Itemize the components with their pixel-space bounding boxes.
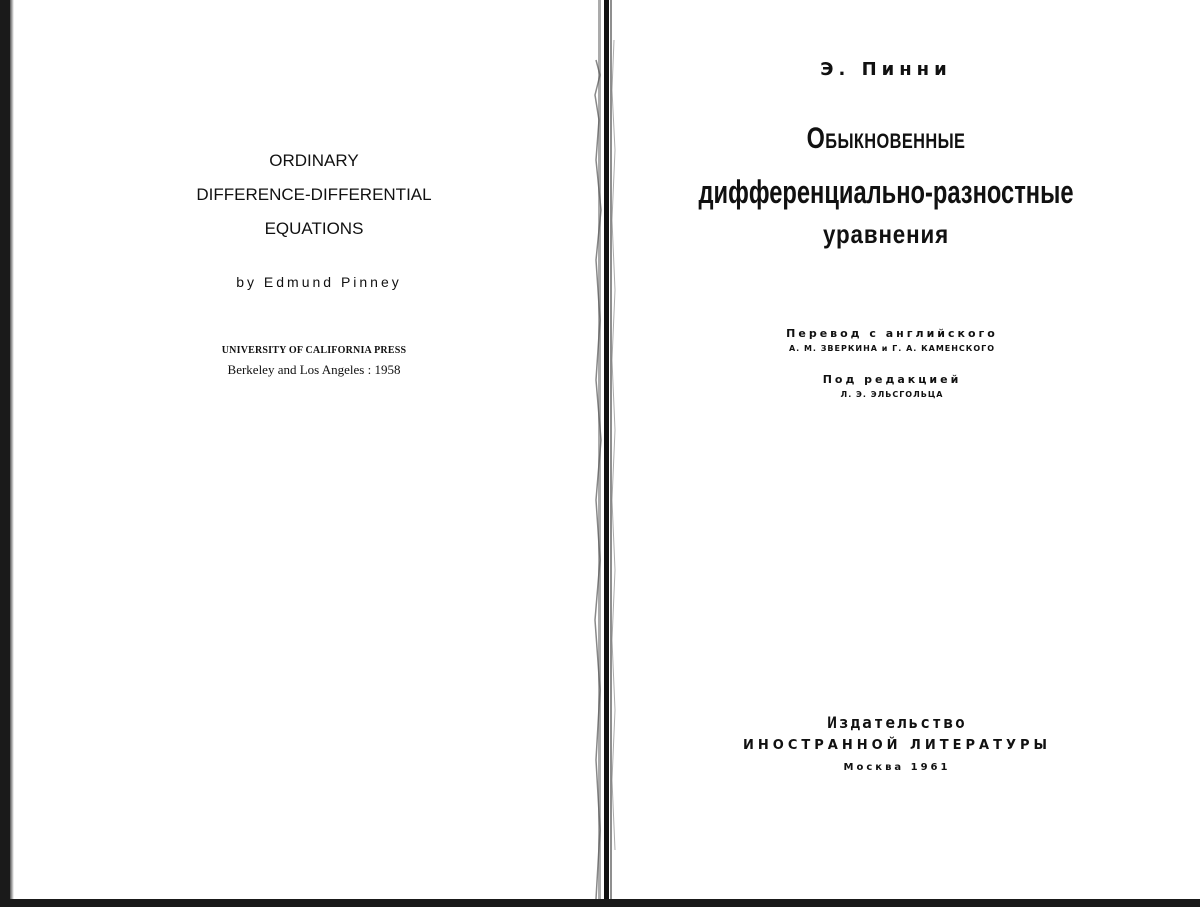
english-title <box>94 144 534 246</box>
english-author: by Edmund Pinney <box>236 274 402 290</box>
publisher-line-2: ИНОСТРАННОЙ ЛИТЕРАТУРЫ <box>743 738 1051 753</box>
english-title-line-1: ORDINARY <box>269 151 359 170</box>
english-title-line-3: EQUATIONS <box>264 219 364 238</box>
scan-left-edge <box>0 0 10 907</box>
russian-title-line-1: Обыкновенные <box>806 122 966 155</box>
translators: А. М. ЗВЕРКИНА и Г. А. КАМЕНСКОГО <box>788 344 996 353</box>
book-spine-gutter <box>584 0 624 899</box>
publisher-line-3: Москва 1961 <box>843 762 951 773</box>
editor-name: Л. Э. ЭЛЬСГОЛЬЦА <box>840 390 944 399</box>
russian-author: Э. Пинни <box>820 59 952 80</box>
publisher-line-1: Издательство <box>827 713 967 732</box>
left-page <box>14 0 584 899</box>
right-page <box>624 0 1200 899</box>
russian-title-line-2: дифференциально-разностные <box>698 174 1074 210</box>
english-publisher: UNIVERSITY OF CALIFORNIA PRESS <box>221 345 407 356</box>
scan-bottom-edge <box>0 899 1200 907</box>
editor-label: Под редакцией <box>822 373 962 386</box>
russian-title-line-3: уравнения <box>823 219 949 249</box>
translation-label: Перевод с английского <box>786 327 998 340</box>
english-place-year: Berkeley and Los Angeles : 1958 <box>227 362 401 377</box>
english-title-line-2: DIFFERENCE-DIFFERENTIAL <box>196 185 432 204</box>
